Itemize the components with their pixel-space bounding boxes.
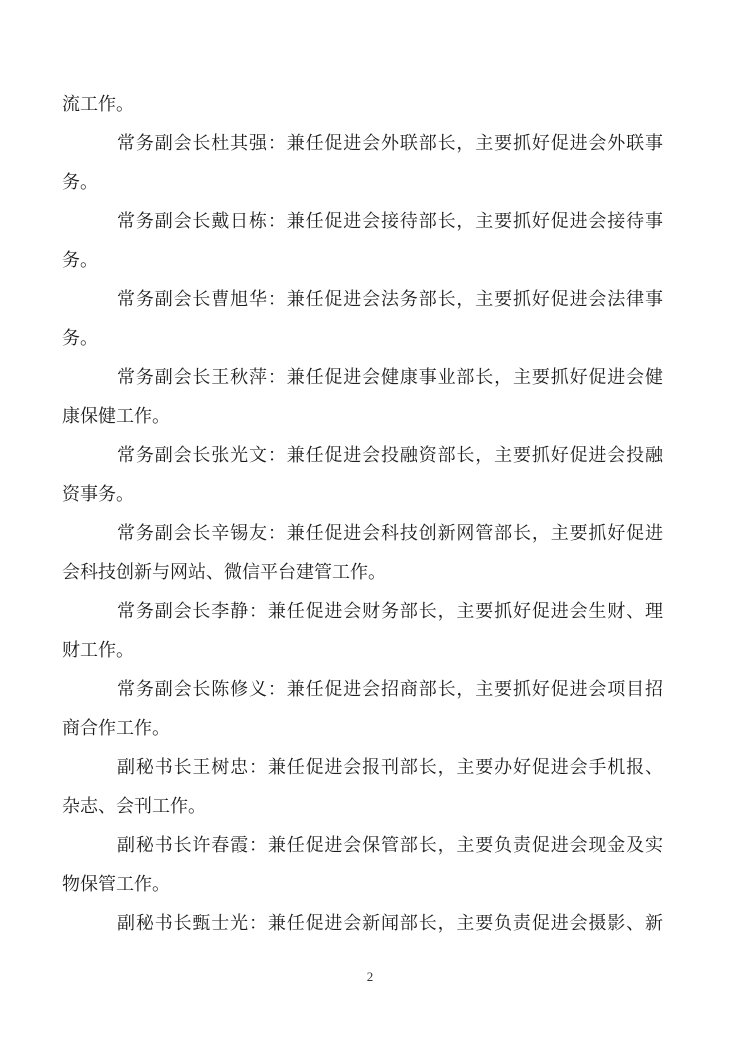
text-line: 资事务。 — [62, 484, 134, 504]
text-line: 务。 — [62, 172, 98, 192]
text-line: 商合作工作。 — [62, 718, 170, 738]
text-line: 副秘书长王树忠：兼任促进会报刊部长，主要办好促进会手机报、 — [117, 757, 663, 777]
text-line: 杂志、会刊工作。 — [62, 796, 206, 816]
text-line: 常务副会长陈修义：兼任促进会招商部长，主要抓好促进会项目招 — [117, 679, 663, 699]
text-line: 常务副会长杜其强：兼任促进会外联部长，主要抓好促进会外联事 — [117, 133, 663, 153]
text-line: 康保健工作。 — [62, 406, 170, 426]
page-number: 2 — [366, 969, 374, 984]
text-line: 财工作。 — [62, 640, 134, 660]
text-line: 常务副会长王秋萍：兼任促进会健康事业部长，主要抓好促进会健 — [117, 367, 663, 387]
text-line: 副秘书长甄士光：兼任促进会新闻部长，主要负责促进会摄影、新 — [117, 913, 663, 933]
text-line: 物保管工作。 — [62, 874, 170, 894]
text-line: 常务副会长李静：兼任促进会财务部长，主要抓好促进会生财、理 — [117, 601, 663, 621]
text-line: 常务副会长戴日栋：兼任促进会接待部长，主要抓好促进会接待事 — [117, 211, 663, 231]
document-body-text — [62, 85, 663, 943]
text-line: 流工作。 — [62, 94, 134, 114]
text-line: 副秘书长许春霞：兼任促进会保管部长，主要负责促进会现金及实 — [117, 835, 663, 855]
text-line: 务。 — [62, 328, 98, 348]
text-line: 常务副会长张光文：兼任促进会投融资部长，主要抓好促进会投融 — [117, 445, 663, 465]
text-line: 常务副会长辛锡友：兼任促进会科技创新网管部长，主要抓好促进 — [117, 523, 663, 543]
text-line: 会科技创新与网站、微信平台建管工作。 — [62, 562, 386, 582]
text-line: 务。 — [62, 250, 98, 270]
text-line: 常务副会长曹旭华：兼任促进会法务部长，主要抓好促进会法律事 — [117, 289, 663, 309]
